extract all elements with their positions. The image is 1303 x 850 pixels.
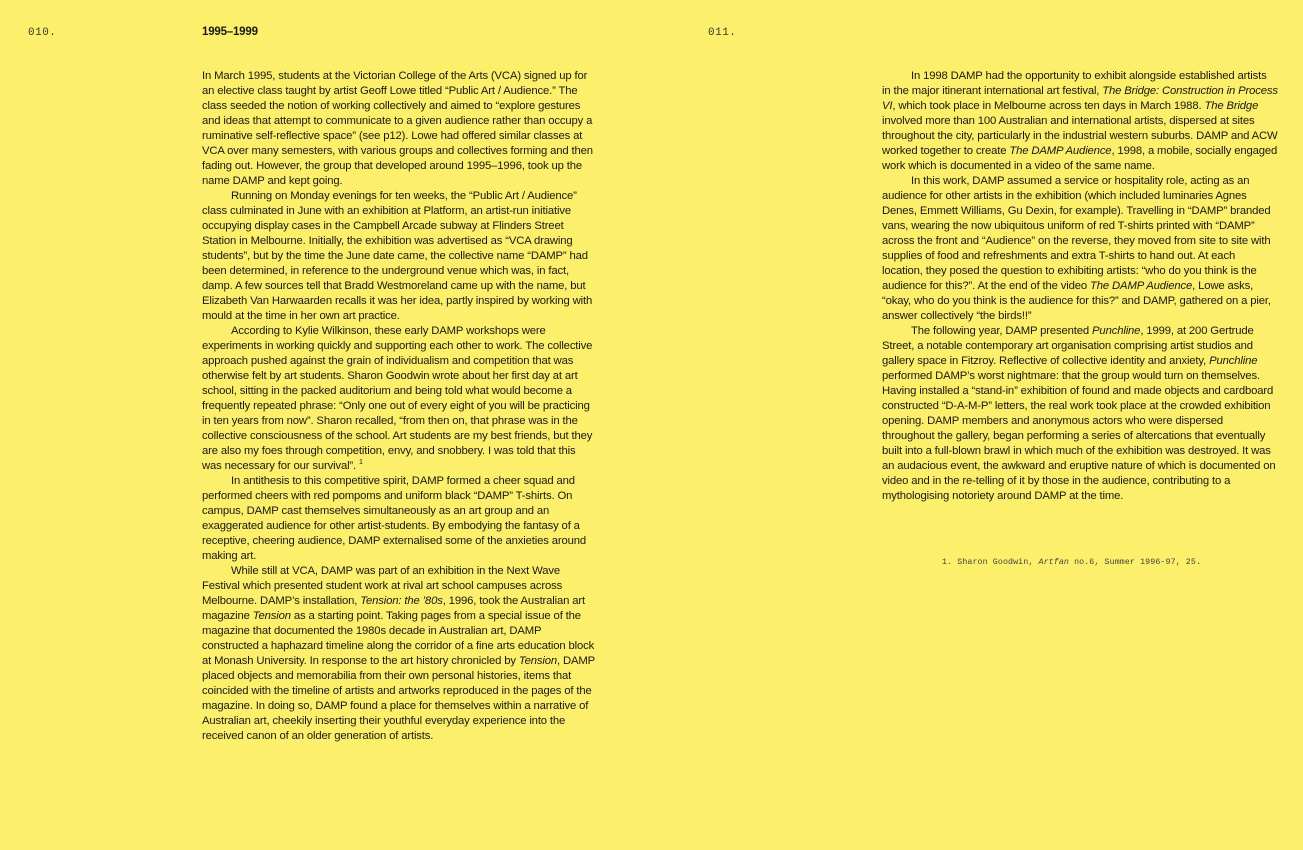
text-run: involved more than 100 Australian and international artists, dispersed at sites throughout the city, particularly in the industrial western suburbs. DAMP and ACW worked together to create [882, 115, 1278, 157]
right-text-column [882, 69, 1278, 504]
paragraph-3-text: According to Kylie Wilkinson, these early DAMP workshops were experiments in working quickly and supporting each other to work. The collective approach pushed against the grain of individualism and competition that was otherwise felt by art students. Sharon Goodwin wrote about her first day at art school, sitting in the packed auditorium and being told what would become a frequently repeated phrase: “Only one out of every eight of you will be practicing in ten years from now”. Sharon recalled, “from then on, that phrase was in the collective consciousness of the school. Art students are my best friends, but they are also my foes through competition, envy, and snobbery. I was told that this was necessary for our survival”. [202, 325, 593, 472]
text-run: , 1999, at 200 Gertrude Street, a notable contemporary art organisation comprising artist studios and gallery space in Fitzroy. Reflective of collective identity and anxiety, [882, 325, 1254, 367]
text-run: The following year, DAMP presented [911, 325, 1093, 337]
section-heading: 1995–1999 [202, 26, 258, 38]
text-run: While still at VCA, DAMP was part of an exhibition in the Next Wave Festival which presented student work at rival art school campuses across Melbourne. DAMP’s installation, [202, 565, 563, 607]
paragraph-6 [882, 69, 1278, 174]
text-run: as a starting point. Taking pages from a special issue of the magazine that documented the 1980s decade in Australian art, DAMP constructed a haphazard timeline along the corridor of a fine arts education block at Monash University. In response to the art history chronicled by [202, 610, 595, 667]
footnote-italic-title: Artfan [1038, 558, 1069, 567]
italic-title: The Bridge: Construction in Process VI [882, 85, 1278, 112]
footnote-reference: 1 [359, 459, 363, 466]
italic-title: Tension: the ’80s [360, 595, 443, 607]
left-text-column [202, 69, 598, 744]
left-page-number: 010. [28, 27, 57, 39]
paragraph-5 [202, 564, 598, 744]
paragraph-2: Running on Monday evenings for ten weeks, the “Public Art / Audience” class culminated in June with an exhibition at Platform, an artist-run initiative occupying display cases in the Campbell Arcade subway at Flinders Street Station in Melbourne. Initially, the exhibition was advertised as “VCA drawing students”, but by the time the June date came, the collective name “DAMP” had been determined, in reference to the underground venue which was, in fact, damp. A few sources tell that Bradd Westmoreland came up with the name, but Elizabeth Van Harwaarden recalls it was her idea, partly inspired by working with mould at the time in her own art practice. [202, 190, 593, 322]
italic-title: Punchline [1092, 325, 1141, 337]
text-run: , 1996, took the Australian art magazine [202, 595, 586, 622]
right-page-number: 011. [708, 27, 737, 39]
text-run: In 1998 DAMP had the opportunity to exhibit alongside established artists in the major itinerant international art festival, [882, 70, 1267, 97]
footnote-text: 1. Sharon Goodwin, [942, 558, 1039, 567]
text-run: , which took place in Melbourne across ten days in March 1988. [892, 100, 1205, 112]
footnote [942, 558, 1201, 567]
paragraph-8 [882, 324, 1278, 504]
text-run: , Lowe asks, “okay, who do you think is the audience for this?” and DAMP, gathered on a pier, answer collectively “the birds!!” [882, 280, 1271, 322]
italic-title: Tension [518, 655, 557, 667]
footnote-text: no.6, Summer 1996-97, 25. [1068, 558, 1202, 567]
paragraph-3 [202, 324, 598, 474]
italic-title: Punchline [1209, 355, 1258, 367]
paragraph-4: In antithesis to this competitive spirit, DAMP formed a cheer squad and performed cheers with red pompoms and uniform black “DAMP” T-shirts. On campus, DAMP cast themselves simultaneously as an art group and an exaggerated audience for other artist-students. By embodying the fantasy of a receptive, cheering audience, DAMP externalised some of the anxieties around making art. [202, 475, 587, 562]
italic-title: The DAMP Audience [1009, 145, 1112, 157]
text-run: In this work, DAMP assumed a service or hospitality role, acting as an audience for other artists in the exhibition (which included luminaries Agnes Denes, Emmett Williams, Gu Dexin, for example). Travelling in “DAMP” branded vans, wearing the now ubiquitous uniform of red T-shirts printed with “DAMP” across the front and “Audience” on the reverse, they moved from site to site with supplies of food and refreshments and extra T-shirts to hand out. At each location, they posed the question to exhibiting artists: “who do you think is the audience for this?”. At the end of the video [882, 175, 1271, 292]
text-run: performed DAMP’s worst nightmare: that the group would turn on themselves. Having installed a “stand-in” exhibition of found and made objects and cardboard constructed “D-A-M-P” letters, the real work took place at the crowded exhibition opening. DAMP members and anonymous actors who were dispersed throughout the gallery, began performing a series of altercations that eventually built into a full-blown brawl in which much of the exhibition was destroyed. It was an audacious event, the awkward and eruptive nature of which is documented on video and in the re-telling of it by those in the audience, contributing to a mythologising notoriety around DAMP at the time. [882, 370, 1276, 502]
text-run: , DAMP placed objects and memorabilia from their own personal histories, items that coincided with the timeline of artists and artworks reproduced in the pages of the magazine. In doing so, DAMP found a place for themselves within a narrative of Australian art, cheekily inserting their youthful everyday experience into the received canon of an older generation of artists. [202, 655, 595, 742]
italic-title: The DAMP Audience [1090, 280, 1193, 292]
paragraph-1: In March 1995, students at the Victorian College of the Arts (VCA) signed up for an elective class taught by artist Geoff Lowe titled “Public Art / Audience.” The class seeded the notion of working collectively and aimed to “explore gestures and ideas that attempt to communicate to a given audience rather than occupy a ruminative self-reflective space” (see p12). Lowe had offered similar classes at VCA over many semesters, with various groups and collectives forming and then fading out. However, the group that developed around 1995–1996, took up the name DAMP and kept going. [202, 70, 593, 187]
italic-title: Tension [252, 610, 291, 622]
italic-title: The Bridge [1204, 100, 1259, 112]
paragraph-7 [882, 174, 1278, 324]
text-run: , 1998, a mobile, socially engaged work which is documented in a video of the same name. [882, 145, 1278, 172]
